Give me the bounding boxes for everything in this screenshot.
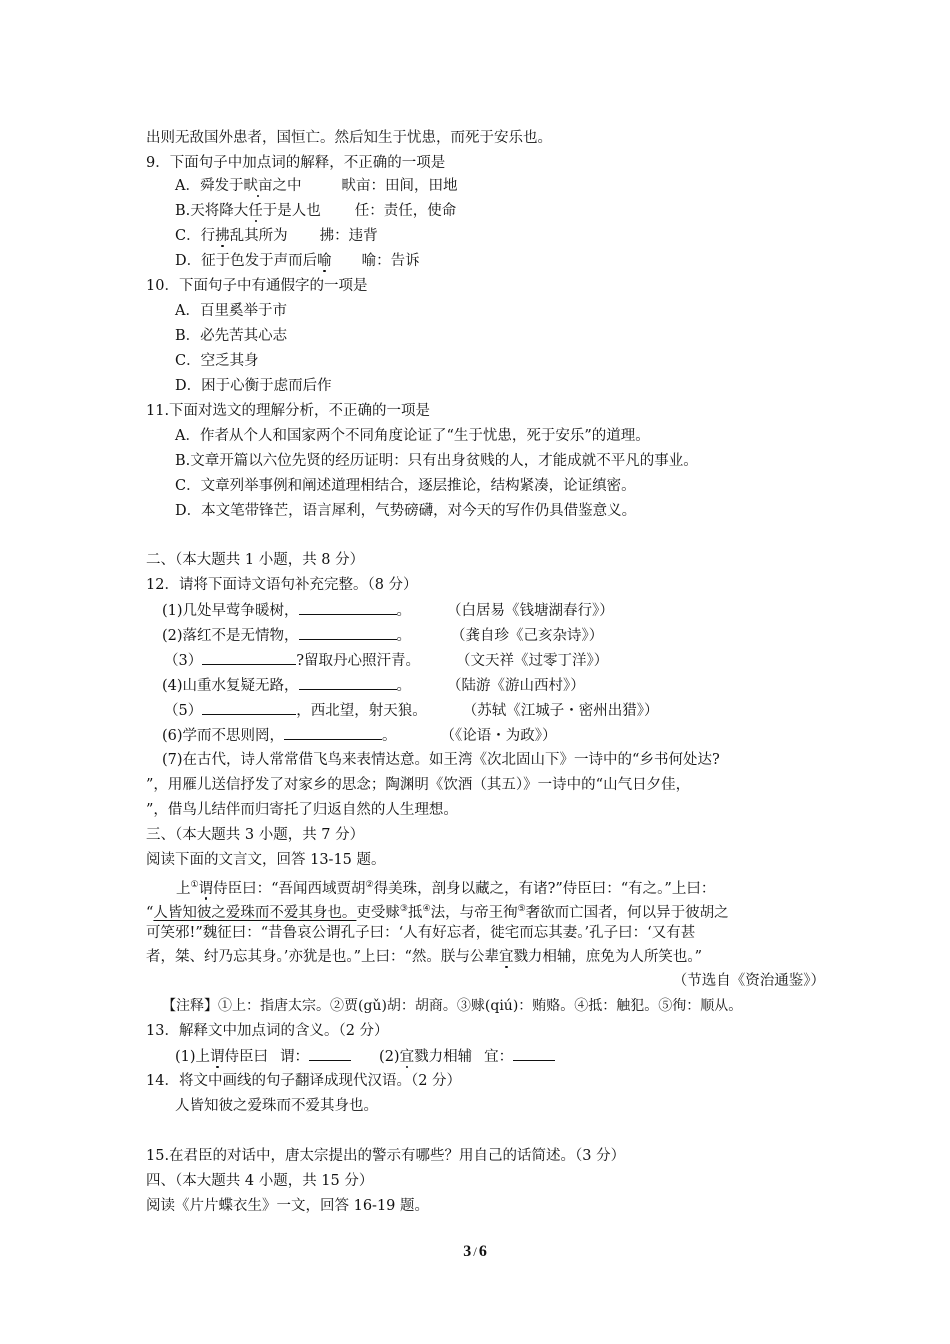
page-number bbox=[0, 1243, 950, 1261]
text-segment: 法，与帝王徇 bbox=[430, 904, 518, 921]
answer-blank[interactable] bbox=[299, 625, 397, 640]
text-segment: “ bbox=[146, 904, 154, 921]
text-segment: 。 bbox=[396, 603, 412, 619]
text-segment: 之中 bbox=[272, 178, 302, 194]
question-13: 13．解释文中加点词的含义。（2 分） bbox=[146, 1023, 389, 1039]
source-text: （陆游《游山西村》） bbox=[447, 678, 585, 694]
option-11b: B.文章开篇以六位先贤的经历证明：只有出身贫贱的人，才能成就不平凡的事业。 bbox=[175, 453, 698, 469]
text-segment: 抵 bbox=[408, 904, 423, 921]
option-11a: A．作者从个人和国家两个不同角度论证了“生于忧患，死于安乐”的道理。 bbox=[175, 428, 650, 444]
text-segment: 畎亩：田间，田地 bbox=[341, 178, 458, 194]
fill-item-7-line1: (7)在古代，诗人常常借飞鸟来表情达意。如王湾《次北固山下》一诗中的“乡书何处达? bbox=[162, 752, 720, 768]
section-4-heading: 四、（本大题共 4 小题，共 15 分） bbox=[146, 1173, 374, 1189]
footnote-marker: ⑤ bbox=[517, 904, 526, 914]
text-line: 出则无敌国外患者，国恒亡。然后知生于忧患，而死于安乐也。 bbox=[146, 130, 552, 146]
option-11d: D．本文笔带锋芒，语言犀利，气势磅礴，对今天的写作仍具借鉴意义。 bbox=[175, 503, 637, 519]
text-segment: 。 bbox=[396, 628, 412, 644]
text-segment: 拂：违背 bbox=[319, 228, 378, 244]
text-segment: ，西北望，射天狼。 bbox=[296, 703, 427, 719]
answer-blank[interactable] bbox=[284, 725, 382, 740]
question-14: 14．将文中画线的句子翻译成现代汉语。（2 分） bbox=[146, 1073, 462, 1089]
text-segment: 得美珠，剖身以藏之，有诸?”侍臣曰：“有之。”上曰： bbox=[373, 880, 716, 897]
dotted-word: 喻 bbox=[317, 253, 332, 269]
question-15: 15.在君臣的对话中，唐太宗提出的警示有哪些？用自己的话简述。（3 分） bbox=[146, 1148, 626, 1164]
reading-instruction-2: 阅读《片片蝶衣生》一文，回答 16-19 题。 bbox=[146, 1198, 430, 1214]
text-segment: 任：责任，使命 bbox=[354, 203, 457, 219]
answer-blank[interactable] bbox=[202, 650, 296, 665]
dotted-word: 拂 bbox=[215, 228, 230, 244]
text-segment: 者，桀、纣乃忘其身。’亦犹是也。”上曰：“然。朕与公辈 bbox=[146, 949, 499, 965]
text-segment: (1)几处早莺争暖树， bbox=[162, 603, 299, 619]
text-segment: 吏受赇 bbox=[356, 904, 400, 921]
text-segment: 谓： bbox=[280, 1049, 310, 1065]
passage-line-3: 可笑邪!”魏征曰：“昔鲁哀公谓孔子曰：‘人有好忘者，徙宅而忘其妻。’孔子曰：‘又有甚 bbox=[146, 925, 696, 941]
passage-line-2 bbox=[146, 899, 729, 923]
section-2-heading: 二、（本大题共 1 小题，共 8 分） bbox=[146, 552, 365, 568]
answer-blank[interactable] bbox=[202, 700, 296, 715]
text-segment: C．行 bbox=[175, 228, 216, 244]
option-9a bbox=[175, 176, 457, 196]
text-segment: 宜： bbox=[484, 1049, 514, 1065]
option-11c: C．文章列举事例和阐述道理相结合，逐层推论，结构紧凑，论证缜密。 bbox=[175, 478, 636, 494]
dotted-word: 宜 bbox=[498, 949, 514, 965]
question-13-items bbox=[175, 1046, 555, 1067]
page-total: 6 bbox=[478, 1243, 487, 1260]
answer-blank[interactable] bbox=[309, 1046, 351, 1061]
question-9: 9．下面句子中加点词的解释，不正确的一项是 bbox=[146, 155, 446, 171]
source-text: （《论语・为政》） bbox=[440, 728, 557, 744]
source-text: （文天祥《过零丁洋》） bbox=[456, 653, 609, 669]
text-segment: (1)上 bbox=[175, 1049, 211, 1065]
dotted-word: 畎亩 bbox=[243, 178, 273, 194]
text-segment: (6)学而不思则罔， bbox=[162, 728, 285, 744]
question-14-sentence: 人皆知彼之爱珠而不爱其身也。 bbox=[175, 1098, 378, 1114]
text-segment: D．征于色发于声而后 bbox=[175, 253, 318, 269]
option-10a: A．百里奚举于市 bbox=[175, 303, 287, 319]
option-10b: B．必先苦其心志 bbox=[175, 328, 288, 344]
text-segment: B.天将降大 bbox=[175, 203, 249, 219]
passage-line-1 bbox=[176, 875, 715, 899]
text-segment: 喻：告诉 bbox=[361, 253, 420, 269]
reading-instruction: 阅读下面的文言文，回答 13-15 题。 bbox=[146, 852, 386, 868]
text-segment: 侍臣曰：“吾闻西域贾胡 bbox=[213, 880, 366, 897]
text-segment: 。 bbox=[382, 728, 397, 744]
dotted-word: 任 bbox=[248, 203, 263, 219]
source-text: （白居易《钱塘湖春行》） bbox=[447, 603, 614, 619]
question-11: 11.下面对选文的理解分析，不正确的一项是 bbox=[146, 403, 431, 419]
section-3-heading: 三、（本大题共 3 小题，共 7 分） bbox=[146, 827, 365, 843]
fill-item-1 bbox=[162, 600, 614, 621]
question-10: 10．下面句子中有通假字的一项是 bbox=[146, 278, 368, 294]
text-segment: 戮力相辅，庶免为人所笑也。” bbox=[513, 949, 703, 965]
dotted-word: 谓 bbox=[198, 880, 214, 897]
option-10d: D．困于心衡于虑而后作 bbox=[175, 378, 332, 394]
footnote-marker: ② bbox=[365, 880, 374, 890]
question-12: 12．请将下面诗文语句补充完整。（8 分） bbox=[146, 577, 418, 593]
text-segment: 于是人也 bbox=[262, 203, 321, 219]
text-segment: 奢欲而亡国者，何以异于彼胡之 bbox=[525, 904, 729, 921]
underlined-sentence: 人皆知彼之爱珠而不爱其身也。 bbox=[153, 904, 357, 921]
footnote-marker: ④ bbox=[422, 904, 431, 914]
option-9c bbox=[175, 226, 378, 246]
answer-blank[interactable] bbox=[513, 1046, 555, 1061]
annotation-note: 【注释】①上：指唐太宗。②贾(gǔ)胡：胡商。③赇(qiú)：贿赂。④抵：触犯。⑤徇：顺从。 bbox=[162, 998, 743, 1014]
source-text: （苏轼《江城子・密州出猎》） bbox=[462, 703, 659, 719]
text-segment: (4)山重水复疑无路， bbox=[162, 678, 299, 694]
fill-item-7-line3: ”，借鸟儿结伴而归寄托了归返自然的人生理想。 bbox=[146, 802, 458, 818]
text-segment: 上 bbox=[176, 880, 191, 897]
text-segment: 乱其所为 bbox=[229, 228, 288, 244]
dotted-word: 谓 bbox=[210, 1049, 225, 1065]
answer-blank[interactable] bbox=[299, 675, 397, 690]
text-segment: （5） bbox=[164, 703, 203, 719]
text-segment: (2) bbox=[379, 1049, 400, 1065]
passage-source: （节选自《资治通鉴》） bbox=[672, 973, 825, 989]
fill-item-7-line2: ”，用雁儿送信抒发了对家乡的思念；陶渊明《饮酒（其五）》一诗中的“山气日夕佳， bbox=[146, 777, 691, 793]
source-text: （龚自珍《己亥杂诗》） bbox=[451, 628, 604, 644]
fill-item-5 bbox=[164, 700, 658, 721]
text-segment: 侍臣曰 bbox=[224, 1049, 269, 1065]
passage-line-4 bbox=[146, 947, 702, 967]
text-segment: (2)落红不是无情物， bbox=[162, 628, 299, 644]
option-9d bbox=[175, 251, 420, 271]
footnote-marker: ③ bbox=[399, 904, 408, 914]
text-segment: ?留取丹心照汗青。 bbox=[296, 653, 421, 669]
page-current: 3 bbox=[463, 1243, 472, 1260]
page-separator: / bbox=[473, 1244, 477, 1259]
answer-blank[interactable] bbox=[299, 600, 397, 615]
option-10c: C．空乏其身 bbox=[175, 353, 259, 369]
text-segment: A．舜发于 bbox=[175, 178, 244, 194]
text-segment: 戮力相辅 bbox=[414, 1049, 473, 1065]
text-segment: （3） bbox=[164, 653, 203, 669]
footnote-marker: ① bbox=[190, 880, 199, 890]
fill-item-2 bbox=[162, 625, 603, 646]
fill-item-3 bbox=[164, 650, 608, 671]
fill-item-6 bbox=[162, 725, 557, 746]
text-segment: 。 bbox=[396, 678, 412, 694]
fill-item-4 bbox=[162, 675, 585, 696]
dotted-word: 宜 bbox=[399, 1049, 415, 1065]
option-9b bbox=[175, 201, 456, 221]
